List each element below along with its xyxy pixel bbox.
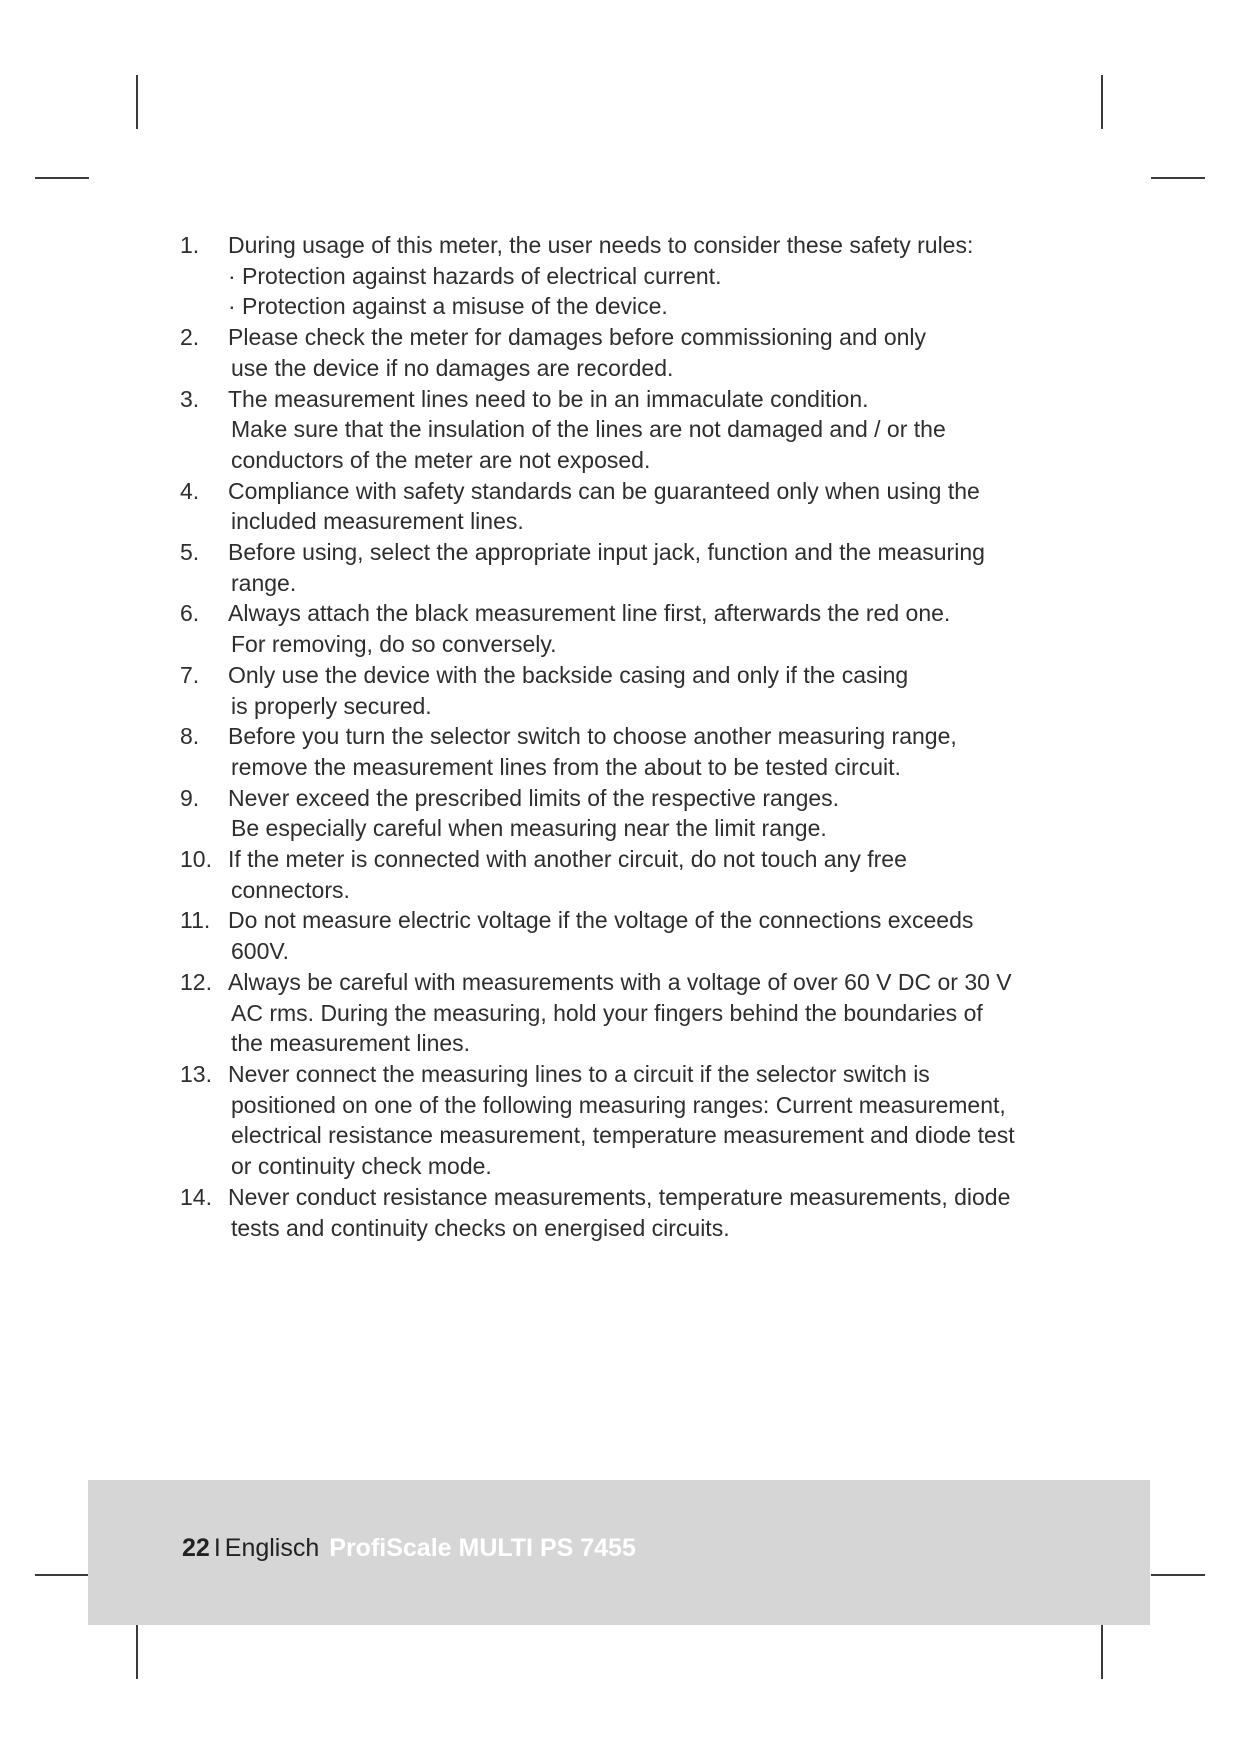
list-item-number: 12.: [180, 968, 212, 995]
list-item-text: included measurement lines.: [231, 508, 524, 535]
crop-mark-top-right-horizontal: [1151, 177, 1205, 179]
crop-mark-bottom-right-vertical: [1101, 1625, 1103, 1679]
list-item-text: Make sure that the insulation of the lines are not damaged and / or the: [231, 416, 946, 443]
list-item: [180, 598, 1080, 659]
list-item: [180, 721, 1080, 782]
list-item-bullet: · Protection against hazards of electrical current.: [228, 262, 722, 289]
crop-mark-top-right-vertical: [1101, 75, 1103, 129]
list-item-text: Never exceed the prescribed limits of the respective ranges.: [228, 784, 840, 811]
crop-mark-top-left-horizontal: [35, 177, 89, 179]
list-item-text: Before you turn the selector switch to choose another measuring range,: [228, 723, 957, 750]
list-item-text: Do not measure electric voltage if the voltage of the connections exceeds: [228, 907, 974, 934]
list-item-text: If the meter is connected with another circuit, do not touch any free: [228, 846, 907, 873]
footer-product-name: ProfiScale MULTI PS 7455: [329, 1534, 636, 1562]
footer-bar: [88, 1480, 1150, 1625]
list-item: [180, 660, 1080, 721]
list-item: [180, 1059, 1080, 1182]
list-item-number: 7.: [180, 661, 200, 688]
page-number: 22: [182, 1534, 210, 1562]
list-item-text: is properly secured.: [231, 692, 432, 719]
list-item-number: 1.: [180, 232, 200, 258]
list-item-text: Never connect the measuring lines to a circuit if the selector switch is: [228, 1060, 930, 1087]
list-item: [180, 230, 1080, 322]
list-item-number: 14.: [180, 1183, 212, 1210]
list-item-text: tests and continuity checks on energised circuits.: [231, 1214, 730, 1241]
footer-language: Englisch: [224, 1534, 320, 1562]
list-item-number: 2.: [180, 324, 200, 351]
safety-rules-list: [180, 230, 1080, 1243]
list-item: [180, 967, 1080, 1059]
list-item: [180, 1182, 1080, 1243]
list-item-text: or continuity check mode.: [231, 1153, 492, 1180]
list-item-text: 600V.: [231, 938, 289, 965]
list-item: [180, 322, 1080, 383]
list-item-number: 3.: [180, 385, 200, 412]
list-item-number: 13.: [180, 1060, 212, 1087]
footer-text: [182, 1534, 636, 1563]
list-item-text: During usage of this meter, the user needs to consider these safety rules:: [228, 232, 974, 258]
list-item-text: Always be careful with measurements with a voltage of over 60 V DC or 30 V: [228, 968, 1012, 995]
list-item-text: use the device if no damages are recorded.: [231, 354, 674, 381]
list-item: [180, 783, 1080, 844]
list-item-text: connectors.: [231, 876, 350, 903]
list-item-text: range.: [231, 569, 297, 596]
list-item-text: remove the measurement lines from the about to be tested circuit.: [231, 753, 901, 780]
list-item: [180, 476, 1080, 537]
list-item-number: 6.: [180, 600, 200, 627]
list-item-text: AC rms. During the measuring, hold your fingers behind the boundaries of: [231, 999, 983, 1026]
crop-mark-top-left-vertical: [136, 75, 138, 129]
list-item-text: Always attach the black measurement line first, afterwards the red one.: [228, 600, 951, 627]
crop-mark-bottom-left-horizontal: [35, 1574, 89, 1576]
list-item-text: positioned on one of the following measuring ranges: Current measurement,: [231, 1091, 1006, 1118]
list-item: [180, 384, 1080, 476]
list-item-text: Only use the device with the backside casing and only if the casing: [228, 661, 909, 688]
list-item-text: conductors of the meter are not exposed.: [231, 446, 651, 473]
list-item-number: 8.: [180, 723, 200, 750]
list-item-number: 10.: [180, 846, 212, 873]
list-item: [180, 905, 1080, 966]
list-item-text: Be especially careful when measuring near the limit range.: [231, 815, 827, 842]
list-item-text: Before using, select the appropriate input jack, function and the measuring: [228, 539, 985, 566]
footer-separator: I: [213, 1534, 221, 1562]
list-item-text: electrical resistance measurement, temperature measurement and diode test: [231, 1122, 1015, 1149]
crop-mark-bottom-left-vertical: [136, 1625, 138, 1679]
list-item-text: Please check the meter for damages before commissioning and only: [228, 324, 927, 351]
list-item: [180, 844, 1080, 905]
list-item-text: For removing, do so conversely.: [231, 631, 557, 658]
list-item-bullet: · Protection against a misuse of the device.: [228, 293, 668, 320]
list-item-text: Never conduct resistance measurements, temperature measurements, diode: [228, 1183, 1011, 1210]
list-item-number: 4.: [180, 477, 200, 504]
list-item-text: Compliance with safety standards can be guaranteed only when using the: [228, 477, 980, 504]
list-item-text: the measurement lines.: [231, 1030, 471, 1057]
list-item-number: 11.: [180, 907, 211, 934]
list-item: [180, 537, 1080, 598]
list-item-number: 5.: [180, 539, 200, 566]
crop-mark-bottom-right-horizontal: [1151, 1574, 1205, 1576]
list-item-number: 9.: [180, 784, 200, 811]
list-item-text: The measurement lines need to be in an immaculate condition.: [228, 385, 869, 412]
